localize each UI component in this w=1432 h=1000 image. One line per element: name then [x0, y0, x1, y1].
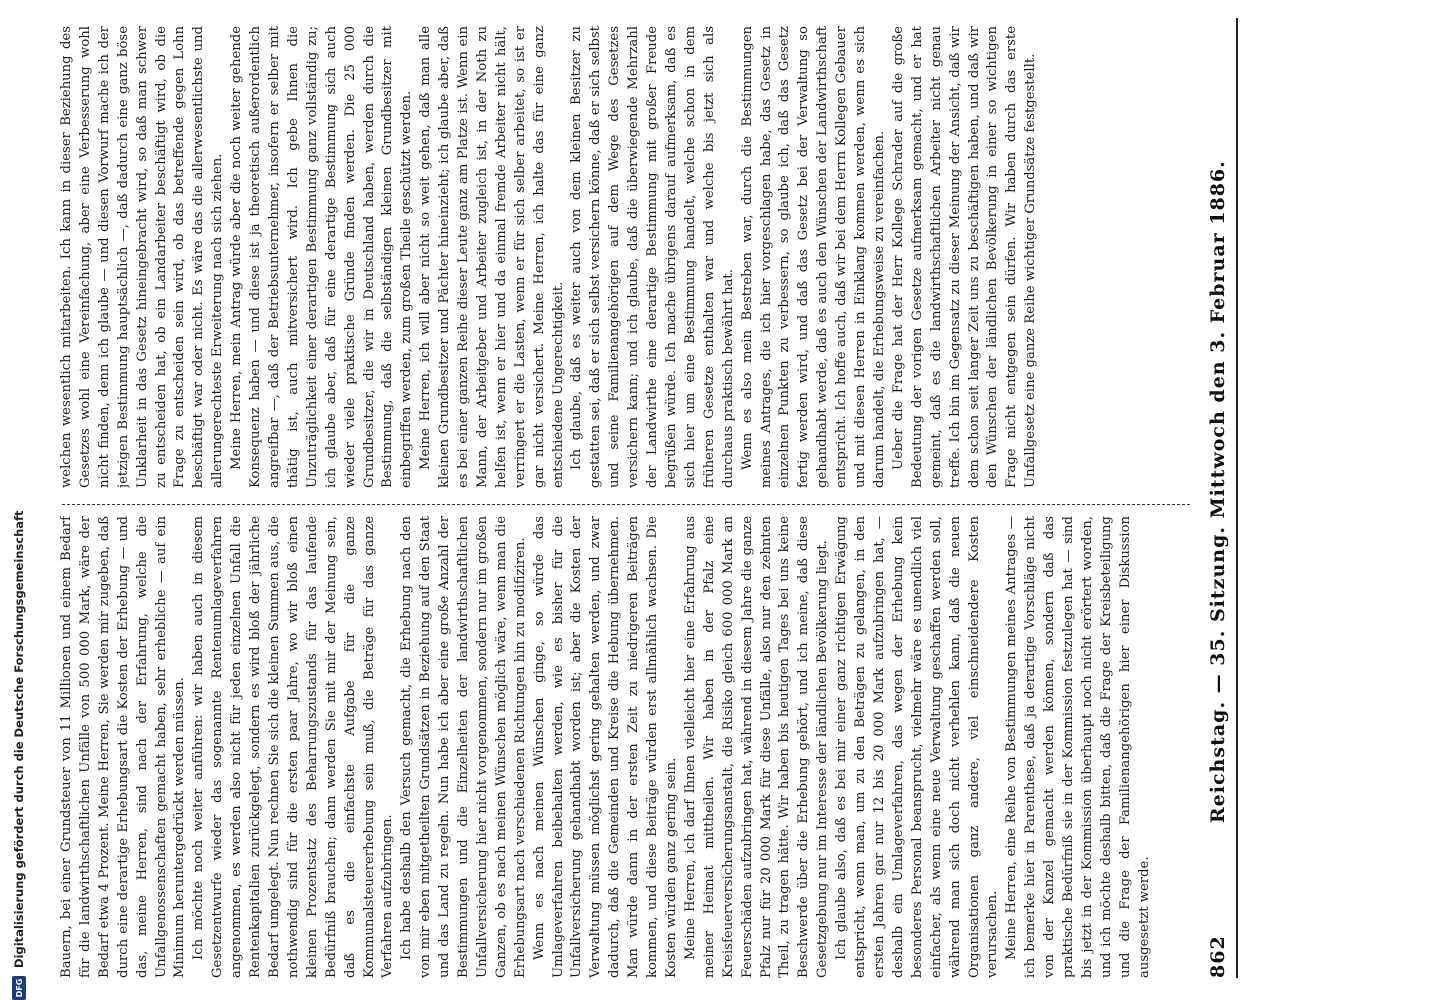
paragraph: Meine Herren, eine Reihe von Bestimmungen meines Antrages — ich bemerke hier in Parenthese, daß ja derartige Vorschläge nicht von der Kanzel gemacht werden können, sondern daß das praktische Bedürfniß sie in der Kommission festzulegen hat — sind bis jetzt in der Kommission überhaupt noch nicht erörtert worden, und ich möchte deshalb bitten, daß die Frage der Kreisbeteiligung und die Frage der Familienangehörigen hier einer Diskussion ausgesetzt werde.	[1004, 516, 1152, 978]
paragraph: Ich möchte noch weiter anführen: wir haben auch in diesem Gesetzentwurfe wieder das sogenannte Rentenumlageverfahren angenommen, es werden also nicht für jeden einzelnen Unfall die Rentenkapitalien zurückgelegt, sondern es wird bloß der jährliche Bedarf umgelegt. Nun rechnen Sie sich die kleinen Summen aus, die nothwendig sind für die ersten paar Jahre, wo wir bloß einen kleinen Prozentsatz des Beharrungszustands für das laufende Bedürfniß brauchen; dann werden Sie mit mir der Meinung sein, daß es die einfachste Aufgabe für die ganze Kommunalsteuererhebung sein muß, die Beträge für das ganze Verfahren aufzubringen.	[191, 516, 396, 978]
page-number: 862	[1207, 935, 1229, 978]
paragraph: Wenn es also mein Bestreben war, durch die Bestimmungen meines Antrages, die ich hier vorgeschlagen habe, das Gesetz in einzelnen Punkten zu verbessern, so glaube ich, daß das Gesetz fertig werden wird, und daß das Gesetz bei der Verwaltung so gehandhabt werde, daß es auch den Wünschen der Landwirthschaft entspricht. Ich hoffe auch, daß wir bei dem Herrn Kollegen Gebauer und mit diesen Herren in Einklang kommen werden, wenn es sich darum handelt, die Erhebungsweise zu vereinfachen.	[739, 26, 887, 488]
digitization-footer	[8, 0, 30, 1000]
paragraph: Ich glaube also, daß es bei mir einer ganz richtigen Erwägung entspricht, wenn man, um zu den Beträgen zu gelangen, in den ersten Jahren gar nur 12 bis 20 000 Mark aufzubringen hat, — deshalb ein Umlageverfahren, das wegen der Erhebung kein besonderes Personal beansprucht, vielmehr wäre es unendlich viel einfacher, als wenn eine neue Verwaltung geschaffen werden soll, während man sich doch nicht verhehlen kann, daß die neuen Organisationen ganz andere, viel einschneidendere Kosten verursachen.	[834, 516, 1001, 978]
digitization-credit: Digitalisierung gefördert durch die Deutsche Forschungsgemeinschaft	[12, 510, 26, 968]
paragraph: Ich glaube, daß es weiter auch von dem kleinen Besitzer zu gestatten sei, daß er sich selbst versichern könne, daß er sich selbst und seine Familienangehörigen auf dem Wege des Gesetzes versichern kann; und ich glaube, daß die überwiegende Mehrzahl der Landwirthe eine derartige Bestimmung mit großer Freude begrüßen würde. Ich mache übrigens darauf aufmerksam, daß es sich hier um eine Bestimmung handelt, welche schon in dem früheren Gesetze enthalten war und welche bis jetzt sich als durchaus praktisch bewährt hat.	[569, 26, 736, 488]
text-column-right	[58, 26, 1192, 488]
paragraph: welchen wesentlich mitarbeiten. Ich kann in dieser Beziehung des Gesetzes wohl eine Vereinfachung, aber eine Verbesserung wohl nicht finden, denn ich glaube — und diesen Vorwurf mache ich der jetzigen Bestimmung hauptsächlich —, daß dadurch eine ganz böse Unklarheit in das Gesetz hineingebracht wird, so daß man schwer zu entscheiden hat, ob ein Landarbeiter beschäftigt wird, ob die Frage zu entscheiden sein wird, ob das betreffende gegen Lohn beschäftigt war oder nicht. Es wäre das die allerwesentlichste und allerungerechteste Erweiterung nach sich ziehen.	[59, 26, 226, 488]
column-divider	[62, 504, 1190, 505]
paragraph: Bauern, bei einer Grundsteuer von 11 Millionen und einem Bedarf für die landwirthschaftlichen Unfälle von 500 000 Mark, wäre der Bedarf etwa 4 Prozent. Meine Herren, Sie werden mir zugeben, daß durch eine derartige Erhebungsart die Kosten der Erhebung — und das, meine Herren, sind nach der Erfahrung, welche die Unfallgenossenschaften gemacht haben, sehr erhebliche — auf ein Minimum heruntergedrückt werden müssen.	[59, 516, 188, 978]
page-header	[1200, 18, 1238, 978]
paragraph: Meine Herren, ich darf Ihnen vielleicht hier eine Erfahrung aus meiner Heimat mittheilen. Wir haben in der Pfalz eine Kreisfeuerversicherungsanstalt, die Risiko gleich 600 000 Mark an Feuerschäden aufzubringen hat, während in diesem Jahre die ganze Pfalz nur für 20 000 Mark für diese Unfälle, also nur den zehnten Theil, zu tragen hätte. Wir haben bis heutigen Tages bei uns keine Beschwerde über die Erhebung gehört, und ich meine, daß diese Gesetzgebung nur im Interesse der ländlichen Bevölkerung liegt.	[682, 516, 831, 978]
paragraph: Meine Herren, ich will aber nicht so weit gehen, daß man alle kleinen Grundbesitzer und Pächter hineinzieht; ich glaube aber, daß es bei einer ganzen Reihe dieser Leute ganz am Platze ist. Wenn ein Mann, der Arbeitgeber und Arbeiter zugleich ist, in der Noth zu helfen ist, wenn er hier und da einmal fremde Arbeiter nicht hält, verringert er die Lasten, wenn er für sich selber arbeitet, so ist er gar nicht versichert. Meine Herren, ich halte das für eine ganz entschiedene Ungerechtigkeit.	[418, 26, 566, 488]
paragraph: Meine Herren, mein Antrag würde aber die noch weiter gehende Konsequenz haben — und diese ist ja theoretisch außerordentlich angreifbar —, daß der Betriebsunternehmer, insofern er selber mit thätig ist, auch mitversichert wird. Ich gebe Ihnen die Unzuträglichkeit einer derartigen Bestimmung ganz vollständig zu; ich glaube aber, daß für eine derartige Bestimmung sich auch wieder viele praktische Gründe finden werden. Die 25 000 Grundbesitzer, die wir in Deutschland haben, werden durch die Bestimmung, daß die selbständigen kleinen Grundbesitzer mit einbegriffen werden, zum großen Theile geschützt werden.	[229, 26, 415, 488]
paragraph: Ich habe deshalb den Versuch gemacht, die Erhebung nach den von mir eben mitgetheilten Grundsätzen in Beziehung auf den Staat und das Land zu regeln. Nun habe ich aber eine große Anzahl der Bestimmungen und die Einzelheiten der landwirthschaftlichen Unfallversicherung hier nicht vorgenommen, sondern nur im großen Ganzen, ob es nach meinen Wünschen möglich wäre, wenn man die Erhebungsart nach verschiedenen Richtungen hin zu modifiziren.	[399, 516, 528, 978]
paragraph: Wenn es nach meinen Wünschen ginge, so würde das Umlageverfahren beibehalten werden, wie es bisher für die Unfallversicherung gehandhabt worden ist; aber die Kosten der Verwaltung müssen möglichst gering gehalten werden, und zwar dadurch, daß die Gemeinden und Kreise die Hebung übernehmen. Man würde dann in der ersten Zeit zu niedrigeren Beiträgen kommen, und diese Beiträge würden erst allmählich wachsen. Die Kosten würden ganz gering sein.	[531, 516, 679, 978]
dfg-logo-icon: DFG	[12, 976, 26, 1000]
text-column-left	[58, 516, 1192, 978]
running-title: Reichstag. — 35. Sitzung. Mittwoch den 3. Februar 1886.	[1207, 160, 1229, 824]
paragraph: Ueber die Frage hat der Herr Kollege Schrader auf die große Bedeutung der vorigen Gesetze aufmerksam gemacht, und er hat gemeint, daß es die landwirthschaftlichen Arbeiter nicht genau treffe. Ich bin im Gegensatz zu dieser Meinung der Ansicht, daß wir dem schon seit langer Zeit uns zu beschäftigen haben, und daß wir den Wünschen der ländlichen Bevölkerung in einer so wichtigen Frage nicht entgegen sein dürfen. Wir haben durch das erste Unfallgesetz eine ganze Reihe wichtiger Grundsätze festgestellt.	[890, 26, 1039, 488]
